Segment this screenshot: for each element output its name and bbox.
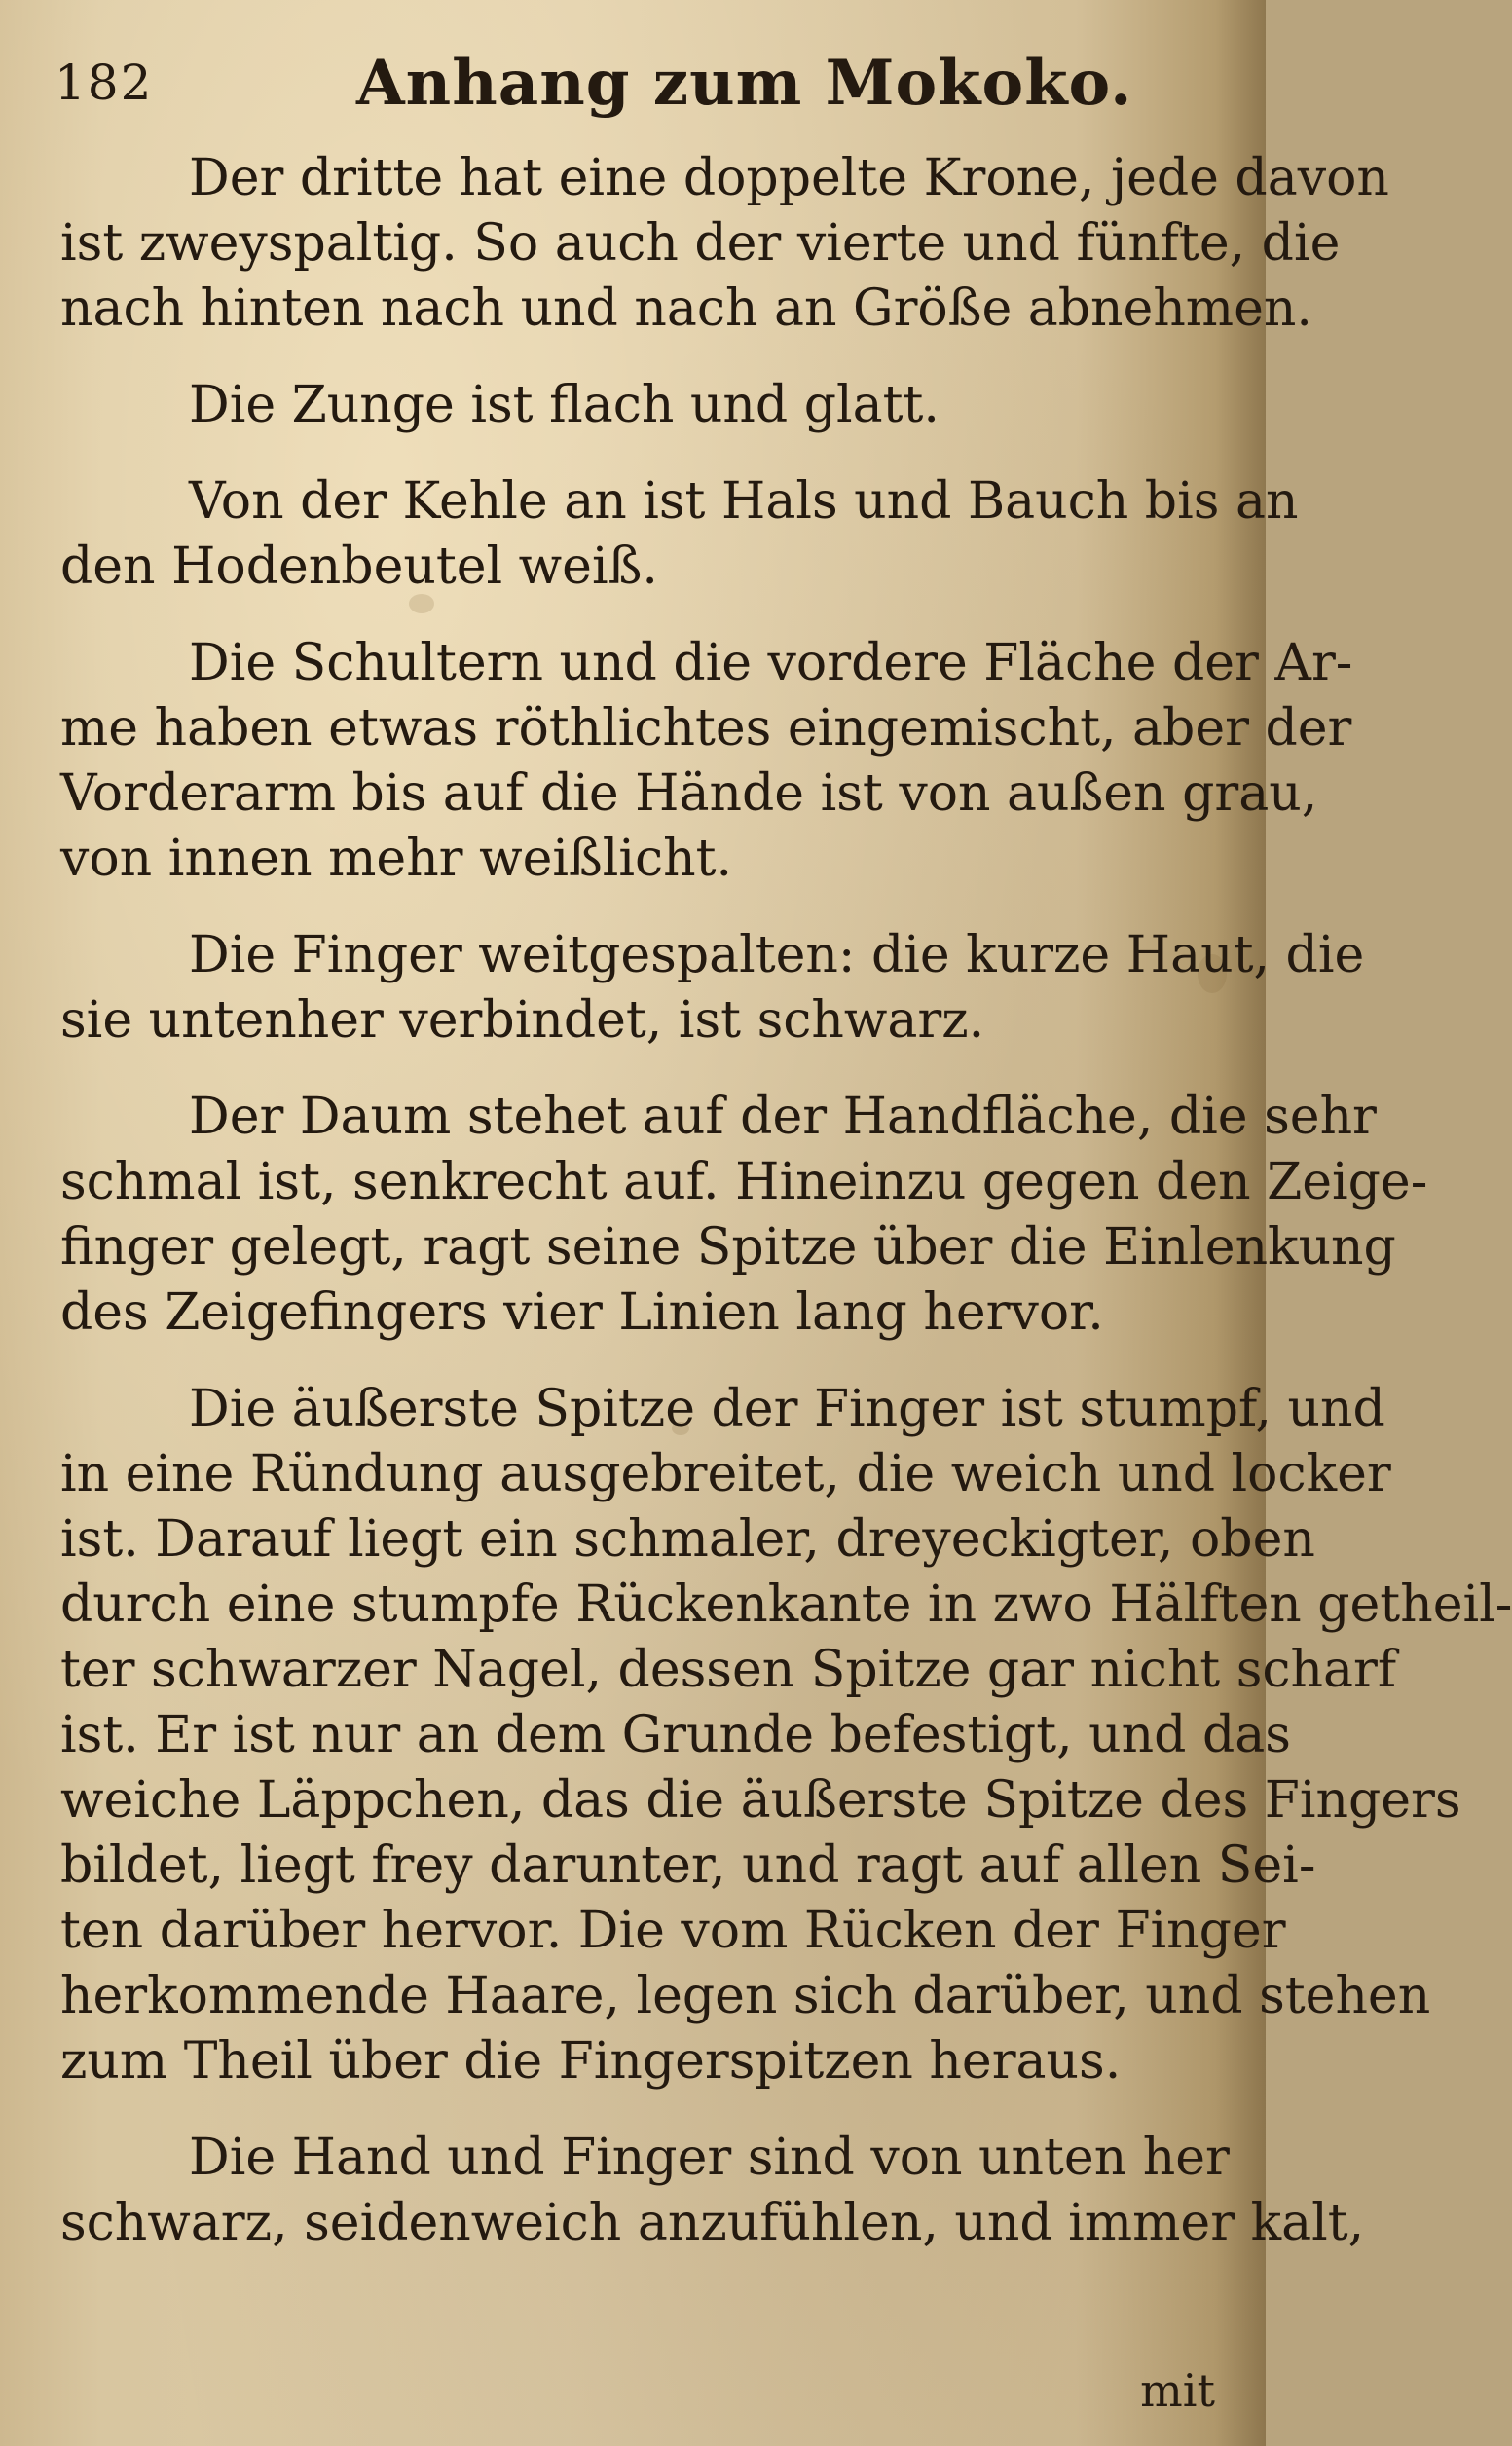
paragraph xyxy=(60,1085,1428,1346)
text-line: Die äußerste Spitze der Finger ist stumpf, und xyxy=(189,1380,1385,1438)
text-line: Der dritte hat eine doppelte Krone, jede davon xyxy=(189,149,1389,207)
text-line: sie untenher verbindet, ist schwarz. xyxy=(60,991,985,1050)
body-text xyxy=(60,146,1512,2256)
catchword: mit xyxy=(1140,2364,1215,2417)
text-line: Von der Kehle an ist Hals und Bauch bis an xyxy=(189,472,1299,531)
text-line: ist. Darauf liegt ein schmaler, dreyeckigter, oben xyxy=(60,1510,1315,1569)
text-line: zum Theil über die Fingerspitzen heraus. xyxy=(60,2032,1122,2091)
paragraph xyxy=(60,2126,1365,2256)
paragraph xyxy=(60,1377,1512,2094)
running-head xyxy=(55,47,1174,134)
paragraph xyxy=(60,373,1238,438)
text-line: me haben etwas röthlichtes eingemischt, aber der xyxy=(60,699,1352,758)
paragraph xyxy=(60,631,1353,892)
text-line: schwarz, seidenweich anzufühlen, und immer kalt, xyxy=(60,2194,1365,2252)
text-line: nach hinten nach und nach an Größe abnehmen. xyxy=(60,279,1312,338)
text-line: Die Zunge ist flach und glatt. xyxy=(189,376,940,434)
text-line: Die Finger weitgespalten: die kurze Haut, die xyxy=(189,926,1365,984)
text-line: weiche Läppchen, das die äußerste Spitze des Fingers xyxy=(60,1771,1461,1830)
text-line: Der Daum stehet auf der Handfläche, die sehr xyxy=(189,1088,1377,1146)
text-line: in eine Ründung ausgebreitet, die weich und locker xyxy=(60,1445,1391,1503)
paragraph xyxy=(60,146,1389,342)
running-title: Anhang zum Mokoko. xyxy=(356,47,1133,120)
paragraph xyxy=(60,923,1365,1054)
text-line: Vorderarm bis auf die Hände ist von außen grau, xyxy=(60,764,1318,823)
text-line: von innen mehr weißlicht. xyxy=(60,830,733,888)
text-line: bildet, liegt frey darunter, und ragt auf allen Sei- xyxy=(60,1836,1316,1895)
text-line: Die Hand und Finger sind von unten her xyxy=(189,2129,1230,2187)
text-line: des Zeigefingers vier Linien lang hervor. xyxy=(60,1283,1104,1342)
text-line: herkommende Haare, legen sich darüber, und stehen xyxy=(60,1967,1431,2025)
text-line: ter schwarzer Nagel, dessen Spitze gar nicht scharf xyxy=(60,1641,1397,1699)
text-line: durch eine stumpfe Rückenkante in zwo Hälften getheil- xyxy=(60,1575,1512,1634)
text-line: schmal ist, senkrecht auf. Hineinzu gegen den Zeige- xyxy=(60,1153,1428,1211)
text-line: Die Schultern und die vordere Fläche der Ar- xyxy=(189,634,1353,692)
text-line: ten darüber hervor. Die vom Rücken der Finger xyxy=(60,1902,1286,1960)
text-line: ist zweyspaltig. So auch der vierte und fünfte, die xyxy=(60,214,1341,273)
text-line: ist. Er ist nur an dem Grunde befestigt, und das xyxy=(60,1706,1291,1764)
text-line: den Hodenbeutel weiß. xyxy=(60,537,658,596)
paragraph xyxy=(60,469,1299,600)
page-number: 182 xyxy=(55,55,154,111)
text-line: finger gelegt, ragt seine Spitze über die Einlenkung xyxy=(60,1218,1396,1277)
